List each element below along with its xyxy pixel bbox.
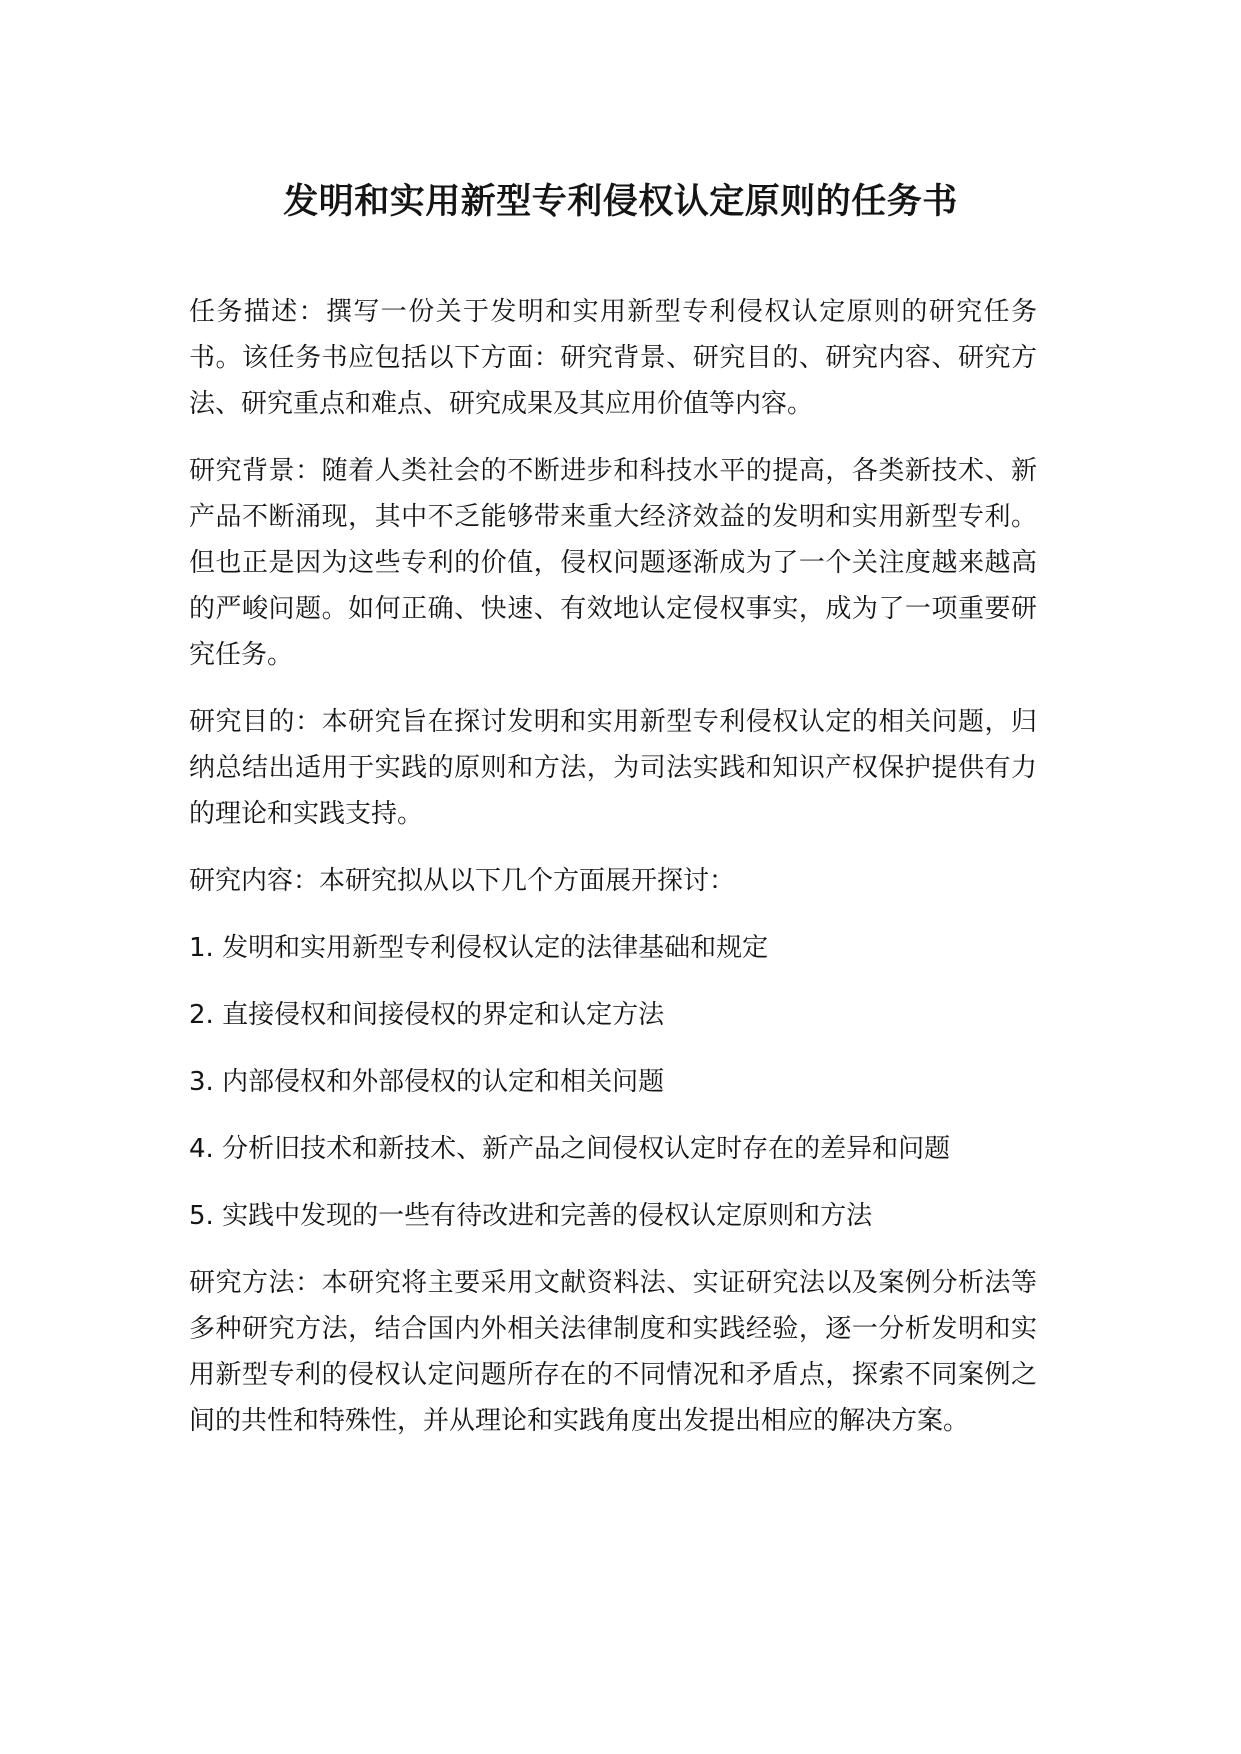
document-title: 发明和实用新型专利侵权认定原则的任务书 — [283, 182, 958, 222]
purpose-paragraph: 研究目的：本研究旨在探讨发明和实用新型专利侵权认定的相关问题，归纳总结出适用于实践的原则和方法，为司法实践和知识产权保护提供有力的理论和实践支持。 — [189, 707, 1037, 829]
content-list-item: 1. 发明和实用新型专利侵权认定的法律基础和规定 — [189, 933, 769, 963]
methods-paragraph: 研究方法：本研究将主要采用文献资料法、实证研究法以及案例分析法等多种研究方法，结合国内外相关法律制度和实践经验，逐一分析发明和实用新型专利的侵权认定问题所存在的不同情况和矛盾点，探索不同案例之间的共性和特殊性，并从理论和实践角度出发提出相应的解决方案。 — [189, 1268, 1037, 1436]
content-list-item: 3. 内部侵权和外部侵权的认定和相关问题 — [189, 1067, 665, 1097]
content-list-item: 5. 实践中发现的一些有待改进和完善的侵权认定原则和方法 — [189, 1201, 873, 1231]
content-list-item: 4. 分析旧技术和新技术、新产品之间侵权认定时存在的差异和问题 — [189, 1134, 951, 1164]
document-body — [189, 289, 1037, 1465]
content-list-item: 2. 直接侵权和间接侵权的界定和认定方法 — [189, 1000, 665, 1030]
task-description-paragraph: 任务描述：撰写一份关于发明和实用新型专利侵权认定原则的研究任务书。该任务书应包括以下方面：研究背景、研究目的、研究内容、研究方法、研究重点和难点、研究成果及其应用价值等内容。 — [189, 297, 1037, 419]
background-paragraph: 研究背景：随着人类社会的不断进步和科技水平的提高，各类新技术、新产品不断涌现，其中不乏能够带来重大经济效益的发明和实用新型专利。但也正是因为这些专利的价值，侵权问题逐渐成为了一个关注度越来越高的严峻问题。如何正确、快速、有效地认定侵权事实，成为了一项重要研究任务。 — [189, 456, 1037, 670]
content-intro-paragraph: 研究内容：本研究拟从以下几个方面展开探讨： — [189, 866, 736, 896]
